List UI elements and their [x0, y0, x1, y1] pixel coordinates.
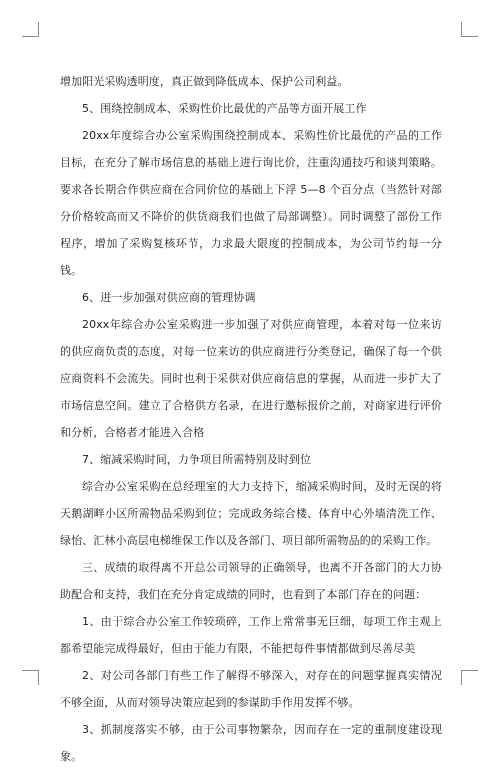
paragraph: 综合办公室采购在总经理室的大力支持下，缩减采购时间，及时无误的将天鹅湖畔小区所需物品采购到位；完成政务综合楼、体育中心外墙清洗工作、绿怡、汇林小高层电梯维保工作以及各部门、项目部所需物品的的采购工作。	[60, 480, 442, 547]
crop-mark-bottom-right	[461, 670, 478, 685]
paragraph: 增加阳光采购透明度，真正做到降低成本、保护公司利益。	[60, 75, 349, 88]
paragraph: 三、成绩的取得离不开总公司领导的正确领导，也离不开各部门的大力协助配合和支持，我们在充分肯定成绩的同时，也看到了本部门存在的问题：	[60, 561, 442, 601]
list-item: 3、抓制度落实不够，由于公司事物繁杂，因而存在一定的重制度建设现象。	[60, 723, 442, 763]
section-heading: 6、进一步加强对供应商的管理协调	[82, 291, 256, 304]
section-heading: 7、缩减采购时间，力争项目所需特别及时到位	[82, 453, 312, 466]
paragraph: 20xx年度综合办公室采购围绕控制成本、采购性价比最优的产品的工作目标，在充分了解市场信息的基础上进行询比价，注重沟通技巧和谈判策略。要求各长期合作供应商在合同价位的基础上下浮 5—8 个百分点（当然针对部分价格较高而又不降价的供货商我们也做了局部调整）。同时调整了部份工作程序，增加了采购复核环节，力求最大限度的控制成本，为公司节约每一分钱。	[60, 129, 442, 277]
paragraph: 20xx年综合办公室采购进一步加强了对供应商管理，本着对每一位来访的供应商负责的态度，对每一位来访的供应商进行分类登记，确保了每一个供应商资料不会流失。同时也利于采供对供应商信息的掌握，从而进一步扩大了市场信息空间。建立了合格供方名录，在进行邀标报价之前，对商家进行评价和分析，合格者才能进入合格	[60, 318, 442, 439]
list-item: 2、对公司各部门有些工作了解得不够深入，对存在的问题掌握真实情况不够全面，从而对领导决策应起到的参谋助手作用发挥不够。	[60, 669, 442, 709]
crop-mark-top-right	[461, 22, 478, 37]
crop-mark-top-left	[22, 22, 39, 37]
list-item: 1、由于综合办公室工作较琐碎，工作上常常事无巨细，每项工作主观上都希望能完成得最好，但由于能力有限，不能把每件事情都做到尽善尽美	[60, 615, 442, 655]
section-heading: 5、围绕控制成本、采购性价比最优的产品等方面开展工作	[82, 102, 367, 115]
crop-mark-bottom-left	[22, 670, 39, 685]
document-body	[60, 68, 442, 770]
